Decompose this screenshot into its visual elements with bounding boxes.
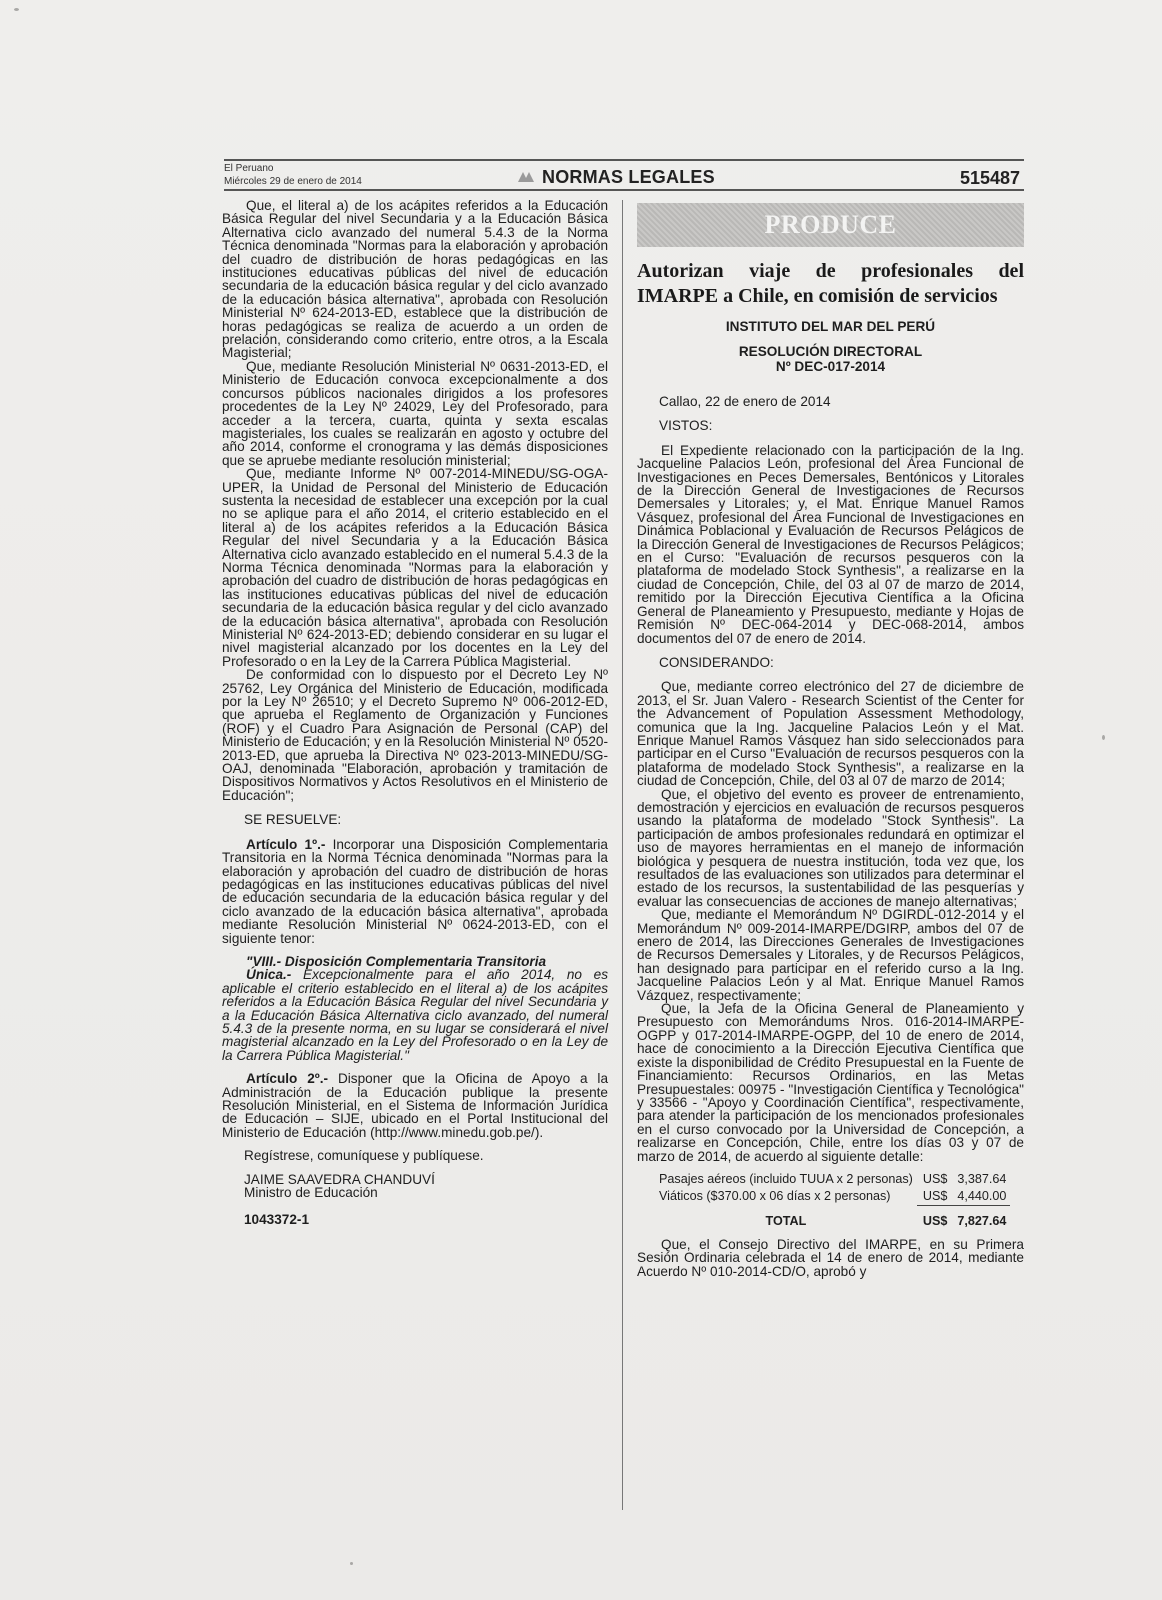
- publication-date: Miércoles 29 de enero de 2014: [224, 176, 362, 187]
- total-row: [659, 1205, 1010, 1230]
- total-currency: US$: [917, 1205, 952, 1230]
- sector-banner: PRODUCE: [637, 203, 1024, 247]
- signer-name: JAIME SAAVEDRA CHANDUVÍ: [244, 1171, 435, 1187]
- resolution-number: Nº DEC-017-2014: [775, 359, 886, 374]
- section-title: [516, 167, 715, 188]
- scan-speck: [14, 8, 19, 11]
- paragraph: Que, el objetivo del evento es proveer de entrenamiento, demostración y ejercicios en evaluación de recursos pesqueros usando la plataforma de modelado "Stock Synthesis". La participación de ambos profesionales redundará en optimizar el uso de mayores herramientas en el manejo de información biológica y pesquera de nuestra institución, toda vez que, los resultados de las evaluaciones son utilizados para determinar el estado de los recursos, la sustentabilidad de las pesquerías y evaluar las consecuencias de acciones de manejo alternativas;: [637, 786, 1024, 909]
- considerando-heading: CONSIDERANDO:: [659, 654, 774, 670]
- column-divider: [622, 200, 623, 1510]
- paragraph: Que, mediante Informe Nº 007-2014-MINEDU/SG-OGA-UPER, la Unidad de Personal del Ministerio de Educación sustenta la necesidad de establecer una excepción por la cual no se aplique para el año 2014, el criterio establecido en el literal a) de los acápites referidos a la Educación Básica Regular del nivel Secundaria y a la Educación Básica Alternativa ciclo avanzado establecido en el numeral 5.4.3 de la Norma Técnica denominada "Normas para la elaboración y aprobación del cuadro de distribución de horas pedagógicas en las instituciones educativas públicas del nivel de educación secundaria de la educación básica regular y del ciclo avanzado de la educación básica alternativa", aprobada con Resolución Ministerial Nº 624-2013-ED; debiendo considerar en su lugar el nivel magisterial alcanzado por los docentes en la Ley del Profesorado o en la Ley de la Carrera Pública Magisterial.: [222, 466, 608, 669]
- se-resuelve-heading: SE RESUELVE:: [244, 812, 342, 828]
- article-1-text: Incorporar una Disposición Complementaria Transitoria en la Norma Técnica denominada "Normas para la elaboración y aprobación del cuadro de distribución de horas pedagógicas en las instituciones educativas públicas del nivel de educación secundaria de la educación básica regular y del ciclo avanzado de la educación básica alternativa", aprobada mediante Resolución Ministerial Nº 0624-2013-ED, con el siguiente tenor:: [222, 836, 608, 946]
- page-number: 515487: [960, 168, 1021, 188]
- total-label: TOTAL: [765, 1213, 807, 1228]
- total-amount: 7,827.64: [951, 1205, 1010, 1230]
- institute-name: INSTITUTO DEL MAR DEL PERÚ: [725, 319, 936, 334]
- article-1-label: Artículo 1º.-: [246, 836, 326, 852]
- table-row: [659, 1188, 1010, 1206]
- cost-currency: US$: [922, 1188, 948, 1203]
- paragraph: Que, mediante el Memorándum Nº DGIRDL-012-2014 y el Memorándum Nº 009-2014-IMARPE/DGIRP, ambos del 07 de enero de 2014, las Direcciones Generales de Investigaciones de Recursos Demersales y Litorales, y de Recursos Pelágicos, han designado para participar en el referido curso a la Ing. Jacqueline Palacios León y al Mat. Enrique Manuel Ramos Vázquez, respectivamente;: [637, 907, 1024, 1003]
- article-2-label: Artículo 2º.-: [246, 1071, 329, 1087]
- paragraph: Que, mediante Resolución Ministerial Nº 0631-2013-ED, el Ministerio de Educación convoca excepcionalmente a dos concursos públicos nacionales dirigidos a los profesores procedentes de la Ley Nº 24029, Ley del Profesorado, para acceder a la tercera, cuarta, quinta y sexta escalas magisteriales, los cuales se realizarán en agosto y octubre del año 2014, conforme el cronograma y las demás disposiciones que se apruebe mediante resolución ministerial;: [222, 358, 608, 468]
- cost-currency: US$: [922, 1171, 948, 1186]
- cost-table: [659, 1171, 1010, 1230]
- disposition-label: Única.-: [246, 967, 292, 983]
- paragraph: De conformidad con lo dispuesto por el Decreto Ley Nº 25762, Ley Orgánica del Ministerio de Educación, modificada por la Ley Nº 26510; y el Decreto Supremo Nº 006-2012-ED, que aprueba el Reglamento de Organización y Funciones (ROF) y el Cuadro Para Asignación de Personal (CAP) del Ministerio de Educación; y en la Resolución Ministerial Nº 0520-2013-ED, que aprueba la Directiva Nº 023-2013-MINEDU/SG-OAJ, denominada "Elaboración, aprobación y tramitación de Dispositivos Normativos y Actos Resolutivos en el Ministerio de Educación";: [222, 667, 608, 803]
- paragraph: Que, el literal a) de los acápites referidos a la Educación Básica Regular del nivel Secundaria y a la Educación Básica Alternativa ciclo avanzado del numeral 5.4.3 de la Norma Técnica denominada "Normas para la elaboración y aprobación del cuadro de distribución de horas pedagógicas en las instituciones educativas públicas del nivel de educación secundaria de la educación básica regular y del ciclo avanzado de la educación básica alternativa", aprobada con Resolución Ministerial Nº 624-2013-ED, establece que la distribución de horas pedagógicas se realiza de acuerdo a un orden de prelación, considerando como criterio, entre otros, a la Escala Magisterial;: [222, 198, 608, 361]
- vistos-heading: VISTOS:: [659, 418, 713, 434]
- section-title-text: NORMAS LEGALES: [542, 167, 715, 187]
- paragraph: Que, mediante correo electrónico del 27 de diciembre de 2013, el Sr. Juan Valero - Research Scientist of the Center for the Advancement of Population Assessment Methodology, comunica que la Ing. Jacqueline Palacios León y el Mat. Enrique Manuel Ramos Vásquez han sido seleccionados para participar en el Curso "Evaluación de recursos pesqueros con la plataforma de modelado Stock Synthesis", a realizarse en la ciudad de Concepción, Chile, del 03 al 07 de marzo de 2014;: [637, 679, 1024, 789]
- disposition-body: [222, 968, 608, 1062]
- signer-title: Ministro de Educación: [244, 1185, 378, 1201]
- el-peruano-logo-icon: [516, 170, 536, 184]
- cost-amount: 3,387.64: [957, 1171, 1007, 1186]
- disposition-text: Excepcionalmente para el año 2014, no es aplicable el criterio establecido en el literal a) de los acápites referidos a la Educación Básica Regular del nivel Secundaria y a la Educación Básica Alternativa ciclo avanzado, del numeral 5.4.3 de la presente norma, en su lugar se considerará el nivel magisterial alcanzado en la Ley del Profesorado o en la Ley de la Carrera Pública Magisterial.": [222, 967, 608, 1063]
- paragraph: Que, el Consejo Directivo del IMARPE, en su Primera Sesión Ordinaria celebrada el 14 de enero de 2014, mediante Acuerdo Nº 010-2014-CD/O, aprobó y: [637, 1236, 1024, 1279]
- vistos-text: El Expediente relacionado con la participación de la Ing. Jacqueline Palacios León, profesional del Área Funcional de Investigaciones en Peces Demersales, Bentónicos y Litorales de la Dirección General de Investigaciones de Recursos Demersales y Litorales; y, el Mat. Enrique Manuel Ramos Vásquez, profesional del Área Funcional de Investigaciones en Dinámica Poblacional y Evaluación de Recursos Pelágicos de la Dirección General de Investigaciones de Recursos Pelágicos; en el Curso: "Evaluación de recursos pesqueros con la plataforma de modelado Stock Synthesis", a realizarse en la ciudad de Concepción, Chile, del 03 al 07 de marzo de 2014, remitido por la Dirección Ejecutiva Científica a la Oficina General de Planeamiento y Presupuesto, mediante y Hojas de Remisión Nº DEC-064-2014 y DEC-068-2014, ambos documentos del 07 de enero de 2014.: [637, 442, 1024, 646]
- left-column: [222, 199, 608, 1227]
- header-left: [224, 162, 362, 188]
- right-column: [637, 203, 1024, 1278]
- transitory-disposition: [222, 955, 608, 1062]
- publication-name: El Peruano: [224, 163, 274, 174]
- paragraph: Que, la Jefa de la Oficina General de Planeamiento y Presupuesto con Memorándums Nros. 016-2014-IMARPE-OGPP y 017-2014-IMARPE-OGPP, del 10 de enero de 2014, hace de conocimiento a la Dirección Ejecutiva Científica que existe la disponibilidad de Crédito Presupuestal en la Fuente de Financiamiento: Recursos Ordinarios, en las Metas Presupuestales: 00975 - "Investigación Científica y Tecnológica" y 33566 - "Apoyo y Coordinación Científica", respectivamente, para atender la participación de los mencionados profesionales en el curso convocado por la Universidad de Concepción, a realizarse en Concepción, Chile, entre los días 03 y 07 de marzo de 2014, de acuerdo al siguiente detalle:: [637, 1001, 1024, 1164]
- header-rule-bottom: [224, 189, 1024, 191]
- header-rule-top: [224, 159, 1024, 161]
- article-headline: Autorizan viaje de profesionales del IMARPE a Chile, en comisión de servicios: [637, 260, 1024, 307]
- scan-speck: [350, 1562, 353, 1565]
- resolution-type: RESOLUCIÓN DIRECTORAL: [738, 344, 923, 359]
- closing-formula: Regístrese, comuníquese y publíquese.: [244, 1148, 484, 1164]
- article-2: [222, 1072, 608, 1139]
- article-2-text: Disponer que la Oficina de Apoyo a la Administración de la Educación publique la presente Resolución Ministerial, en el Sistema de Información Jurídica de Educación – SIJE, ubicado en el Portal Institucional del Ministerio de Educación (http://www.minedu.gob.pe/).: [222, 1071, 609, 1140]
- table-row: [659, 1171, 1010, 1188]
- article-1: [222, 838, 608, 945]
- place-date: Callao, 22 de enero de 2014: [659, 394, 831, 409]
- reference-number: 1043372-1: [244, 1212, 310, 1228]
- cost-concept: Pasajes aéreos (incluido TUUA x 2 personas): [659, 1171, 913, 1186]
- cost-concept: Viáticos ($370.00 x 06 días x 2 personas): [659, 1189, 891, 1204]
- scan-speck: [1102, 735, 1105, 740]
- disposition-title: "VIII.- Disposición Complementaria Transitoria: [246, 953, 547, 969]
- cost-amount: 4,440.00: [957, 1188, 1007, 1203]
